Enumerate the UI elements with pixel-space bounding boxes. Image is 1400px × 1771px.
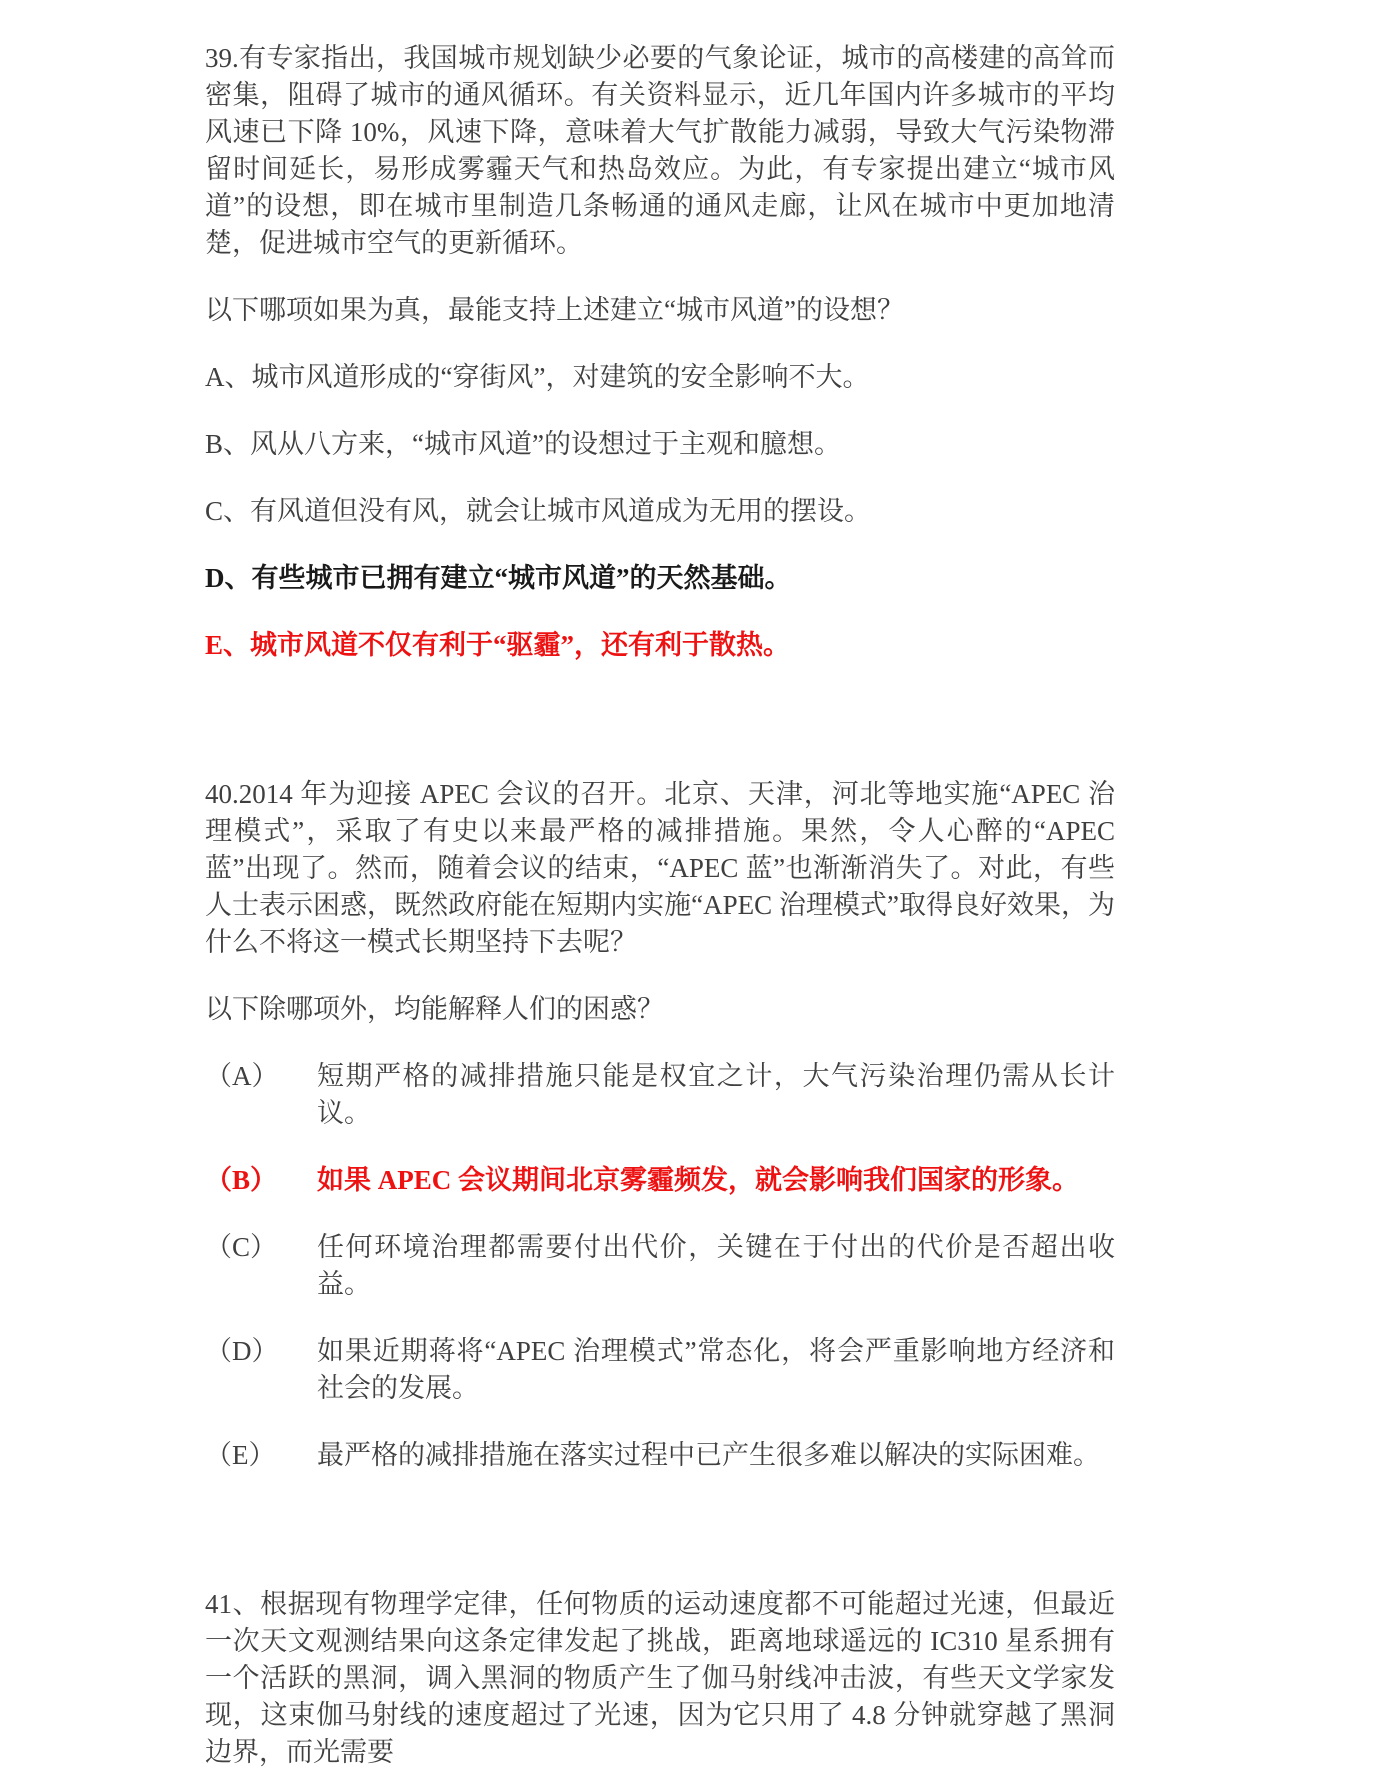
question-40-option-d (205, 1333, 1115, 1407)
question-41 (205, 1586, 1115, 1771)
question-39-option-b (205, 426, 1115, 463)
question-39-option-e (205, 627, 1115, 664)
option-label: （A） (205, 1061, 279, 1091)
question-39-stem: 以下哪项如果为真，最能支持上述建立“城市风道”的设想？ (205, 295, 904, 325)
option-text: 有风道但没有风，就会让城市风道成为无用的摆设。 (250, 496, 872, 526)
option-text: 短期严格的减排措施只能是权宜之计，大气污染治理仍需从长计议。 (317, 1061, 1115, 1128)
question-40-option-b (205, 1162, 1115, 1199)
question-40-body: 40.2014 年为迎接 APEC 会议的召开。北京、天津，河北等地实施“APEC 治理模式”，采取了有史以来最严格的减排措施。果然，令人心醉的“APEC 蓝”出现了。然而，随着会议的结束，“APEC 蓝”也渐渐消失了。对此，有些人士表示困惑，既然政府能在短期内实施“APEC 治理模式”取得良好效果，为什么不将这一模式长期坚持下去呢？ (205, 779, 1115, 957)
question-40-option-c (205, 1229, 1115, 1303)
option-text: 任何环境治理都需要付出代价，关键在于付出的代价是否超出收益。 (317, 1232, 1115, 1299)
question-41-body: 41、根据现有物理学定律，任何物质的运动速度都不可能超过光速，但最近一次天文观测结果向这条定律发起了挑战，距离地球遥远的 IC310 星系拥有一个活跃的黑洞，调入黑洞的物质产生了伽马射线冲击波，有些天文学家发现，这束伽马射线的速度超过了光速，因为它只用了 4.8 分钟就穿越了黑洞边界，而光需要 (205, 1589, 1115, 1767)
option-label: E、 (205, 630, 251, 660)
question-40-option-e (205, 1437, 1115, 1474)
question-39-option-c (205, 493, 1115, 530)
option-text: 城市风道不仅有利于“驱霾”，还有利于散热。 (250, 630, 791, 660)
option-label: （D） (205, 1336, 279, 1366)
option-text: 如果 APEC 会议期间北京雾霾频发，就会影响我们国家的形象。 (317, 1165, 1079, 1195)
option-text: 城市风道形成的“穿街风”，对建筑的安全影响不大。 (251, 362, 870, 392)
option-label: （E） (205, 1440, 276, 1470)
option-text: 风从八方来，“城市风道”的设想过于主观和臆想。 (250, 429, 841, 459)
option-text: 有些城市已拥有建立“城市风道”的天然基础。 (251, 563, 792, 593)
question-39-body: 39.有专家指出，我国城市规划缺少必要的气象论证，城市的高楼建的高耸而密集，阻碍了城市的通风循环。有关资料显示，近几年国内许多城市的平均风速已下降 10%，风速下降，意味着大气扩散能力减弱，导致大气污染物滞留时间延长，易形成雾霾天气和热岛效应。为此，有专家提出建立“城市风道”的设想，即在城市里制造几条畅通的通风走廊，让风在城市中更加地清楚，促进城市空气的更新循环。 (205, 43, 1115, 258)
option-label: （B） (205, 1165, 278, 1195)
question-40 (205, 776, 1115, 1474)
option-label: A、 (205, 362, 252, 392)
option-text: 最严格的减排措施在落实过程中已产生很多难以解决的实际困难。 (317, 1440, 1100, 1470)
option-label: C、 (205, 496, 251, 526)
option-label: （C） (205, 1232, 278, 1262)
question-39-option-d (205, 560, 1115, 597)
option-text: 如果近期蒋将“APEC 治理模式”常态化，将会严重影响地方经济和社会的发展。 (317, 1336, 1115, 1403)
question-40-option-a (205, 1058, 1115, 1132)
question-39-option-a (205, 359, 1115, 396)
option-label: B、 (205, 429, 251, 459)
question-40-stem: 以下除哪项外，均能解释人们的困惑？ (205, 994, 664, 1024)
option-label: D、 (205, 563, 252, 593)
question-39 (205, 40, 1115, 664)
